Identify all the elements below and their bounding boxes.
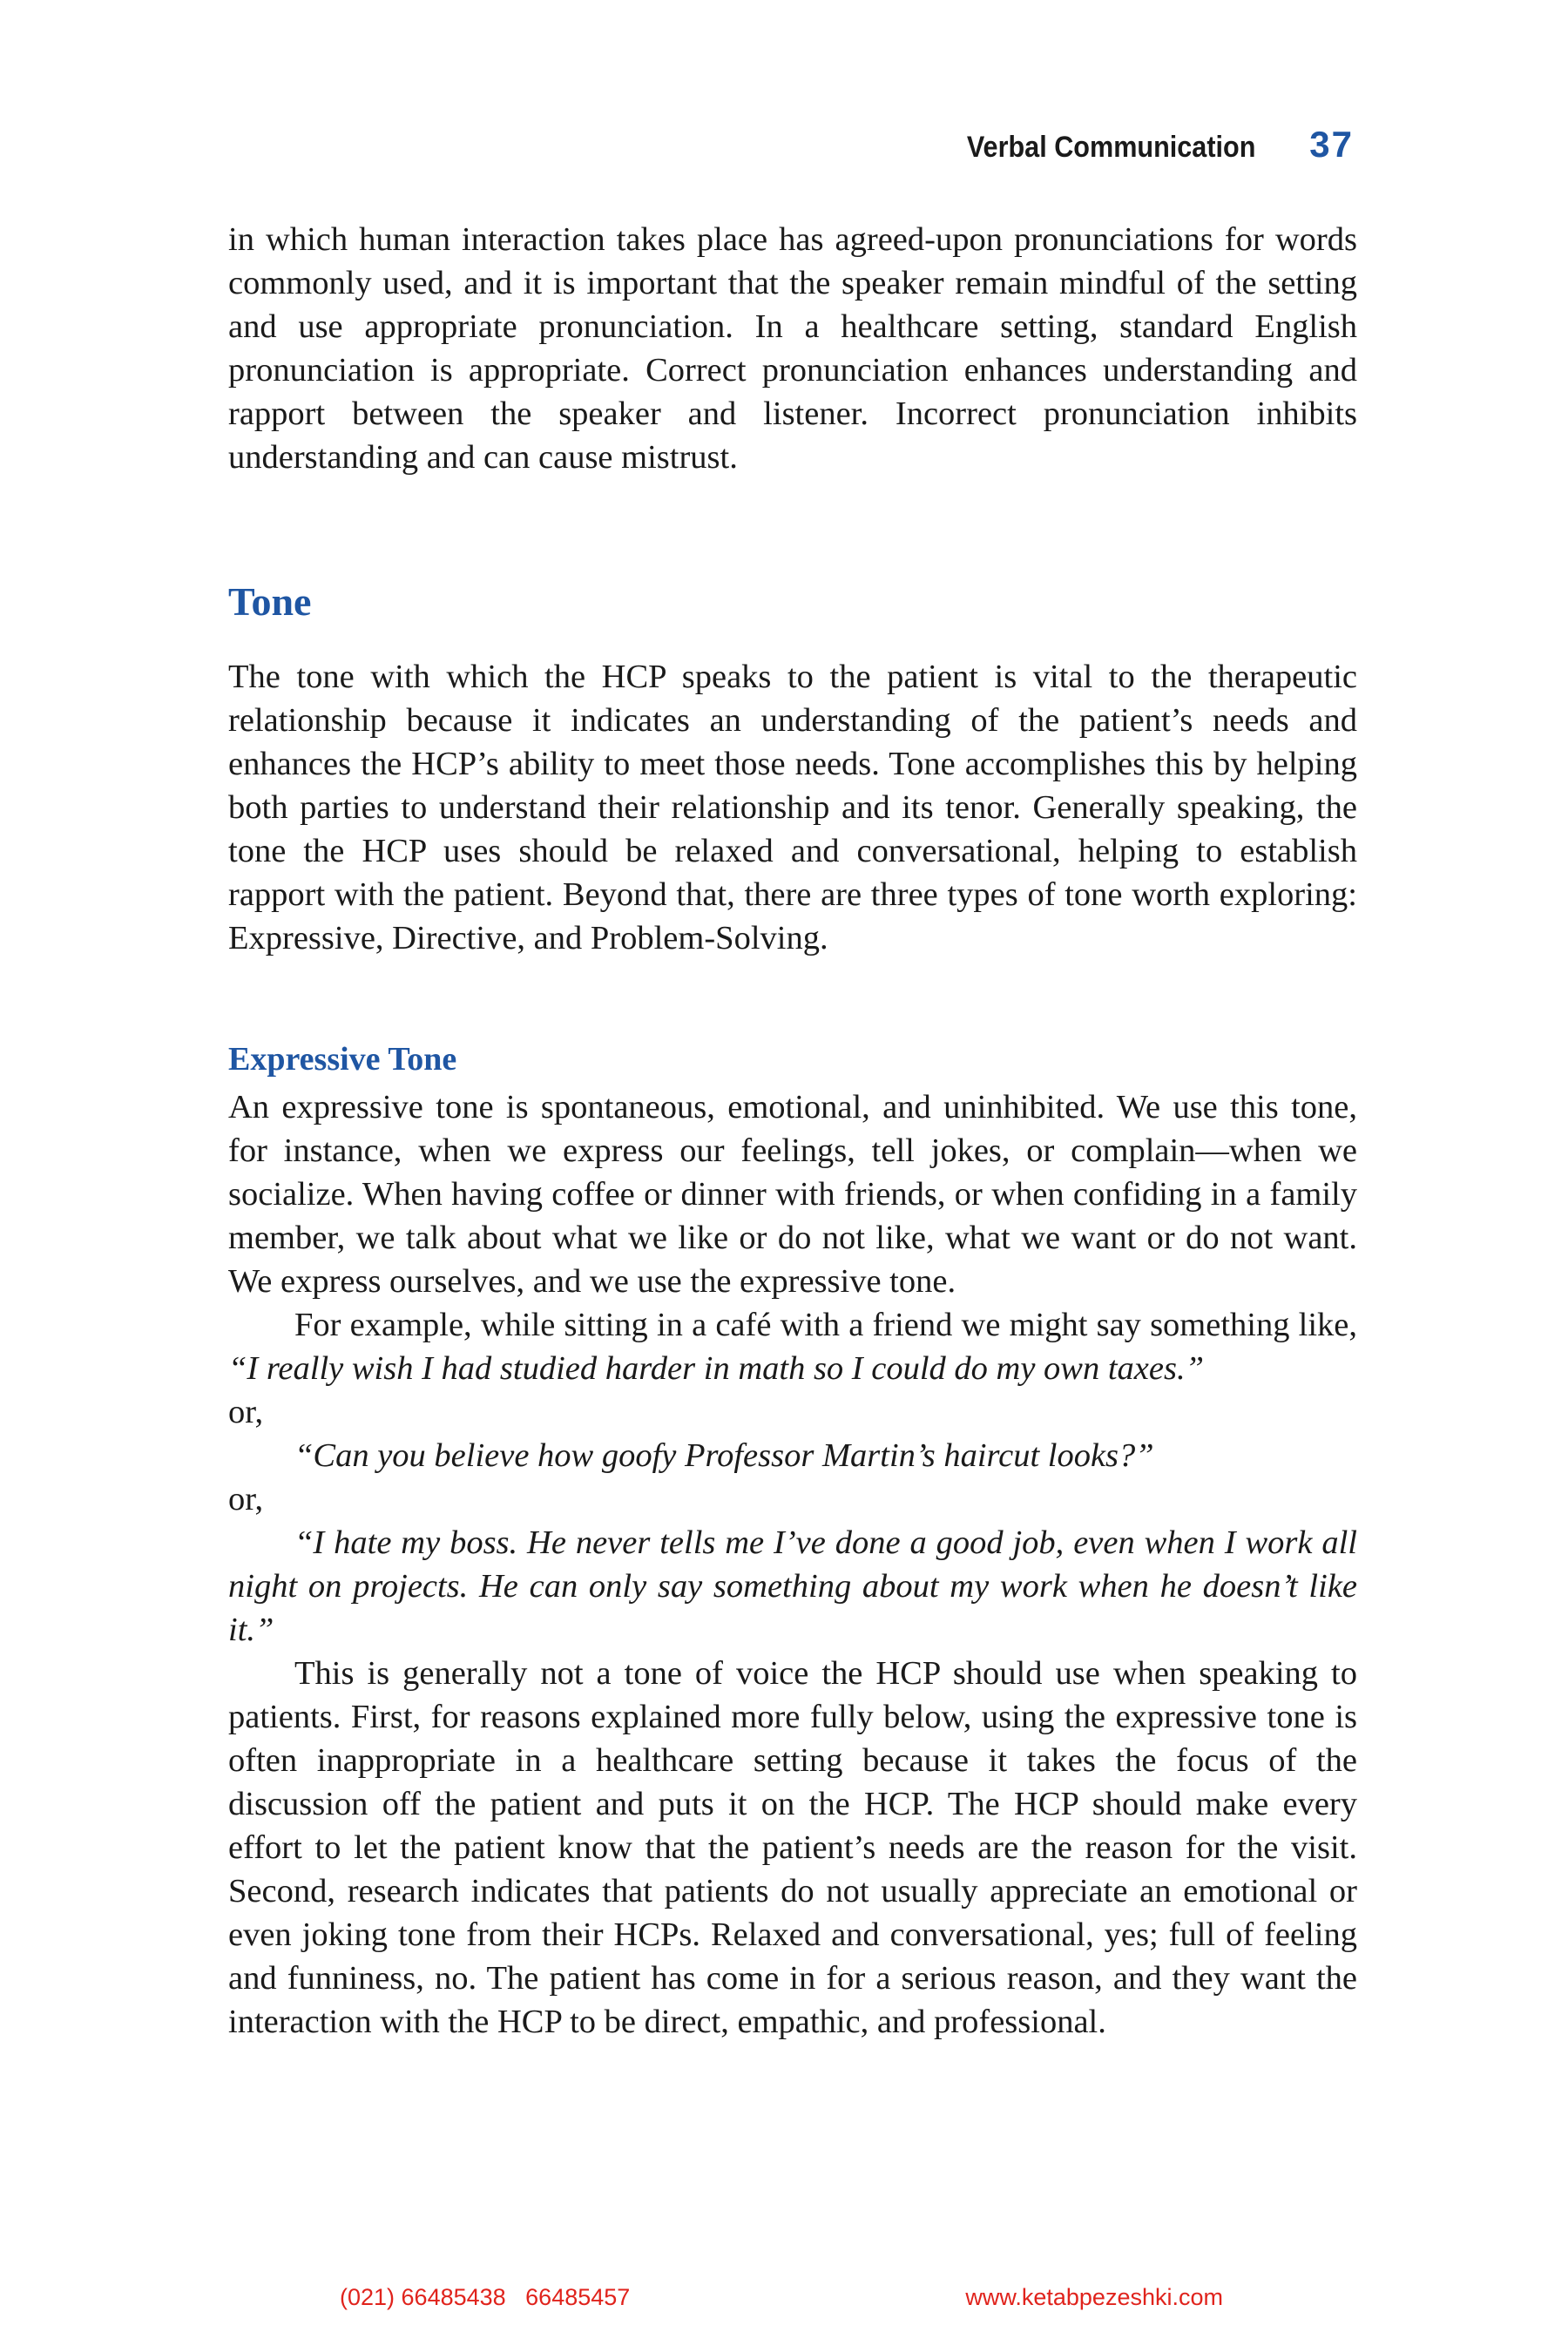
running-head-title: Verbal Communication [966,131,1256,164]
or-connector-1: or, [228,1394,264,1430]
footer-phone-numbers: (021) 66485438 66485457 [340,2284,631,2310]
intro-paragraph: in which human interaction takes place has agreed-upon pronunciations for words commonly used, and it is important that the speaker remain mindful of the setting and use appropriate pronunciation. In a healthcare setting, standard English pronunciation is appropriate. Correct pronunciation enhances understanding and rapport between the speaker and listener. Incorrect pronunciation inhibits understanding and can cause mistrust. [228,221,1357,476]
footer-website: www.ketabpezeshki.com [965,2284,1223,2310]
example-quote-1: “I really wish I had studied harder in math so I could do my own taxes.” [228,1350,1204,1387]
expressive-tone-section [228,1085,1357,2044]
expressive-paragraph-2 [228,1303,1357,1390]
expressive-paragraph-1: An expressive tone is spontaneous, emotional, and uninhibited. We use this tone, for instance, when we express our feelings, tell jokes, or complain—when we socialize. When having coffee or dinner with friends, or when confiding in a family member, we talk about what we like or do not like, what we want or do not want. We express ourselves, and we use the expressive tone. [228,1089,1357,1300]
running-head [935,124,1354,166]
intro-paragraph-block [228,218,1357,479]
tone-paragraph-block [228,655,1357,960]
example-lead-text: For example, while sitting in a café with a friend we might say something like, [294,1307,1357,1343]
section-heading-tone: Tone [228,579,312,624]
example-quote-2: “Can you believe how goofy Professor Martin’s haircut looks?” [294,1437,1154,1474]
expressive-paragraph-3: This is generally not a tone of voice the HCP should use when speaking to patients. First, for reasons explained more fully below, using the expressive tone is often inappropriate in a healthcare setting because it takes the focus of the discussion off the patient and puts it on the HCP. The HCP should make every effort to let the patient know that the patient’s needs are the reason for the visit. Second, research indicates that patients do not usually appreciate an emotional or even joking tone from their HCPs. Relaxed and conversational, yes; full of feeling and funniness, no. The patient has come in for a serious reason, and they want the interaction with the HCP to be direct, empathic, and professional. [228,1655,1357,2040]
subheading-expressive-tone: Expressive Tone [228,1041,457,1078]
or-connector-2: or, [228,1481,264,1517]
tone-paragraph: The tone with which the HCP speaks to the patient is vital to the therapeutic relationship because it indicates an understanding of the patient’s needs and enhances the HCP’s ability to meet those needs. Tone accomplishes this by helping both parties to understand their relationship and its tenor. Generally speaking, the tone the HCP uses should be relaxed and conversational, helping to establish rapport with the patient. Beyond that, there are three types of tone worth exploring: Expressive, Directive, and Problem-Solving. [228,659,1357,956]
page-number: 37 [1309,124,1354,165]
example-quote-3: “I hate my boss. He never tells me I’ve done a good job, even when I work all night on projects. He can only say something about my work when he doesn’t like it.” [228,1524,1357,1648]
